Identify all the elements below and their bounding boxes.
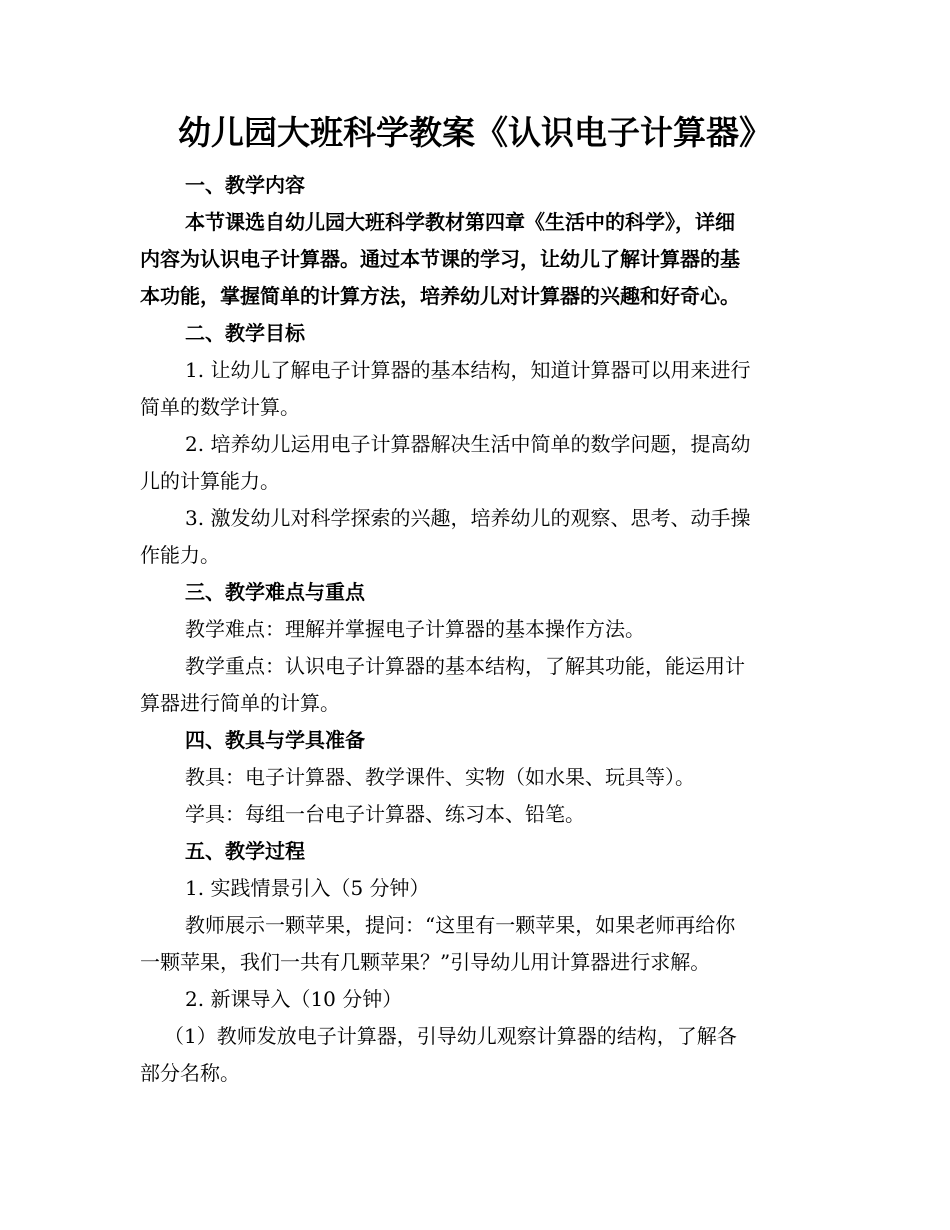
paragraph-line: 儿的计算能力。 [140,469,280,493]
paragraph-line: 1. 实践情景引入（5 分钟） [185,876,430,900]
paragraph-line: 1. 让幼儿了解电子计算器的基本结构，知道计算器可以用来进行 [185,358,751,382]
paragraph-line: 教具：电子计算器、教学课件、实物（如水果、玩具等）。 [185,765,695,789]
paragraph-line: 本功能，掌握简单的计算方法，培养幼儿对计算器的兴趣和好奇心。 [140,284,740,308]
section-heading-content: 一、教学内容 [185,173,305,197]
paragraph-line: 简单的数学计算。 [140,395,300,419]
section-heading-process: 五、教学过程 [185,839,305,863]
paragraph-line: 作能力。 [140,543,220,567]
paragraph-line: （1）教师发放电子计算器，引导幼儿观察计算器的结构，了解各 [164,1024,737,1048]
paragraph-line: 本节课选自幼儿园大班科学教材第四章《生活中的科学》，详细 [185,210,735,234]
section-heading-materials: 四、教具与学具准备 [185,728,365,752]
paragraph-line: 2. 新课导入（10 分钟） [185,987,403,1011]
paragraph-line: 学具：每组一台电子计算器、练习本、铅笔。 [185,802,585,826]
paragraph-line: 一颗苹果，我们一共有几颗苹果？”引导幼儿用计算器进行求解。 [140,950,711,974]
section-heading-difficulties: 三、教学难点与重点 [185,580,365,604]
paragraph-line: 算器进行简单的计算。 [140,691,340,715]
paragraph-line: 教师展示一颗苹果，提问：“这里有一颗苹果，如果老师再给你 [185,913,736,937]
paragraph-line: 2. 培养幼儿运用电子计算器解决生活中简单的数学问题，提高幼 [185,432,751,456]
paragraph-line: 教学重点：认识电子计算器的基本结构，了解其功能，能运用计 [185,654,745,678]
paragraph-line: 部分名称。 [140,1061,240,1085]
document-title: 幼儿园大班科学教案《认识电子计算器》 [178,113,772,152]
paragraph-line: 内容为认识电子计算器。通过本节课的学习，让幼儿了解计算器的基 [140,247,740,271]
paragraph-line: 3. 激发幼儿对科学探索的兴趣，培养幼儿的观察、思考、动手操 [185,506,751,530]
section-heading-objectives: 二、教学目标 [185,321,305,345]
paragraph-line: 教学难点：理解并掌握电子计算器的基本操作方法。 [185,617,645,641]
